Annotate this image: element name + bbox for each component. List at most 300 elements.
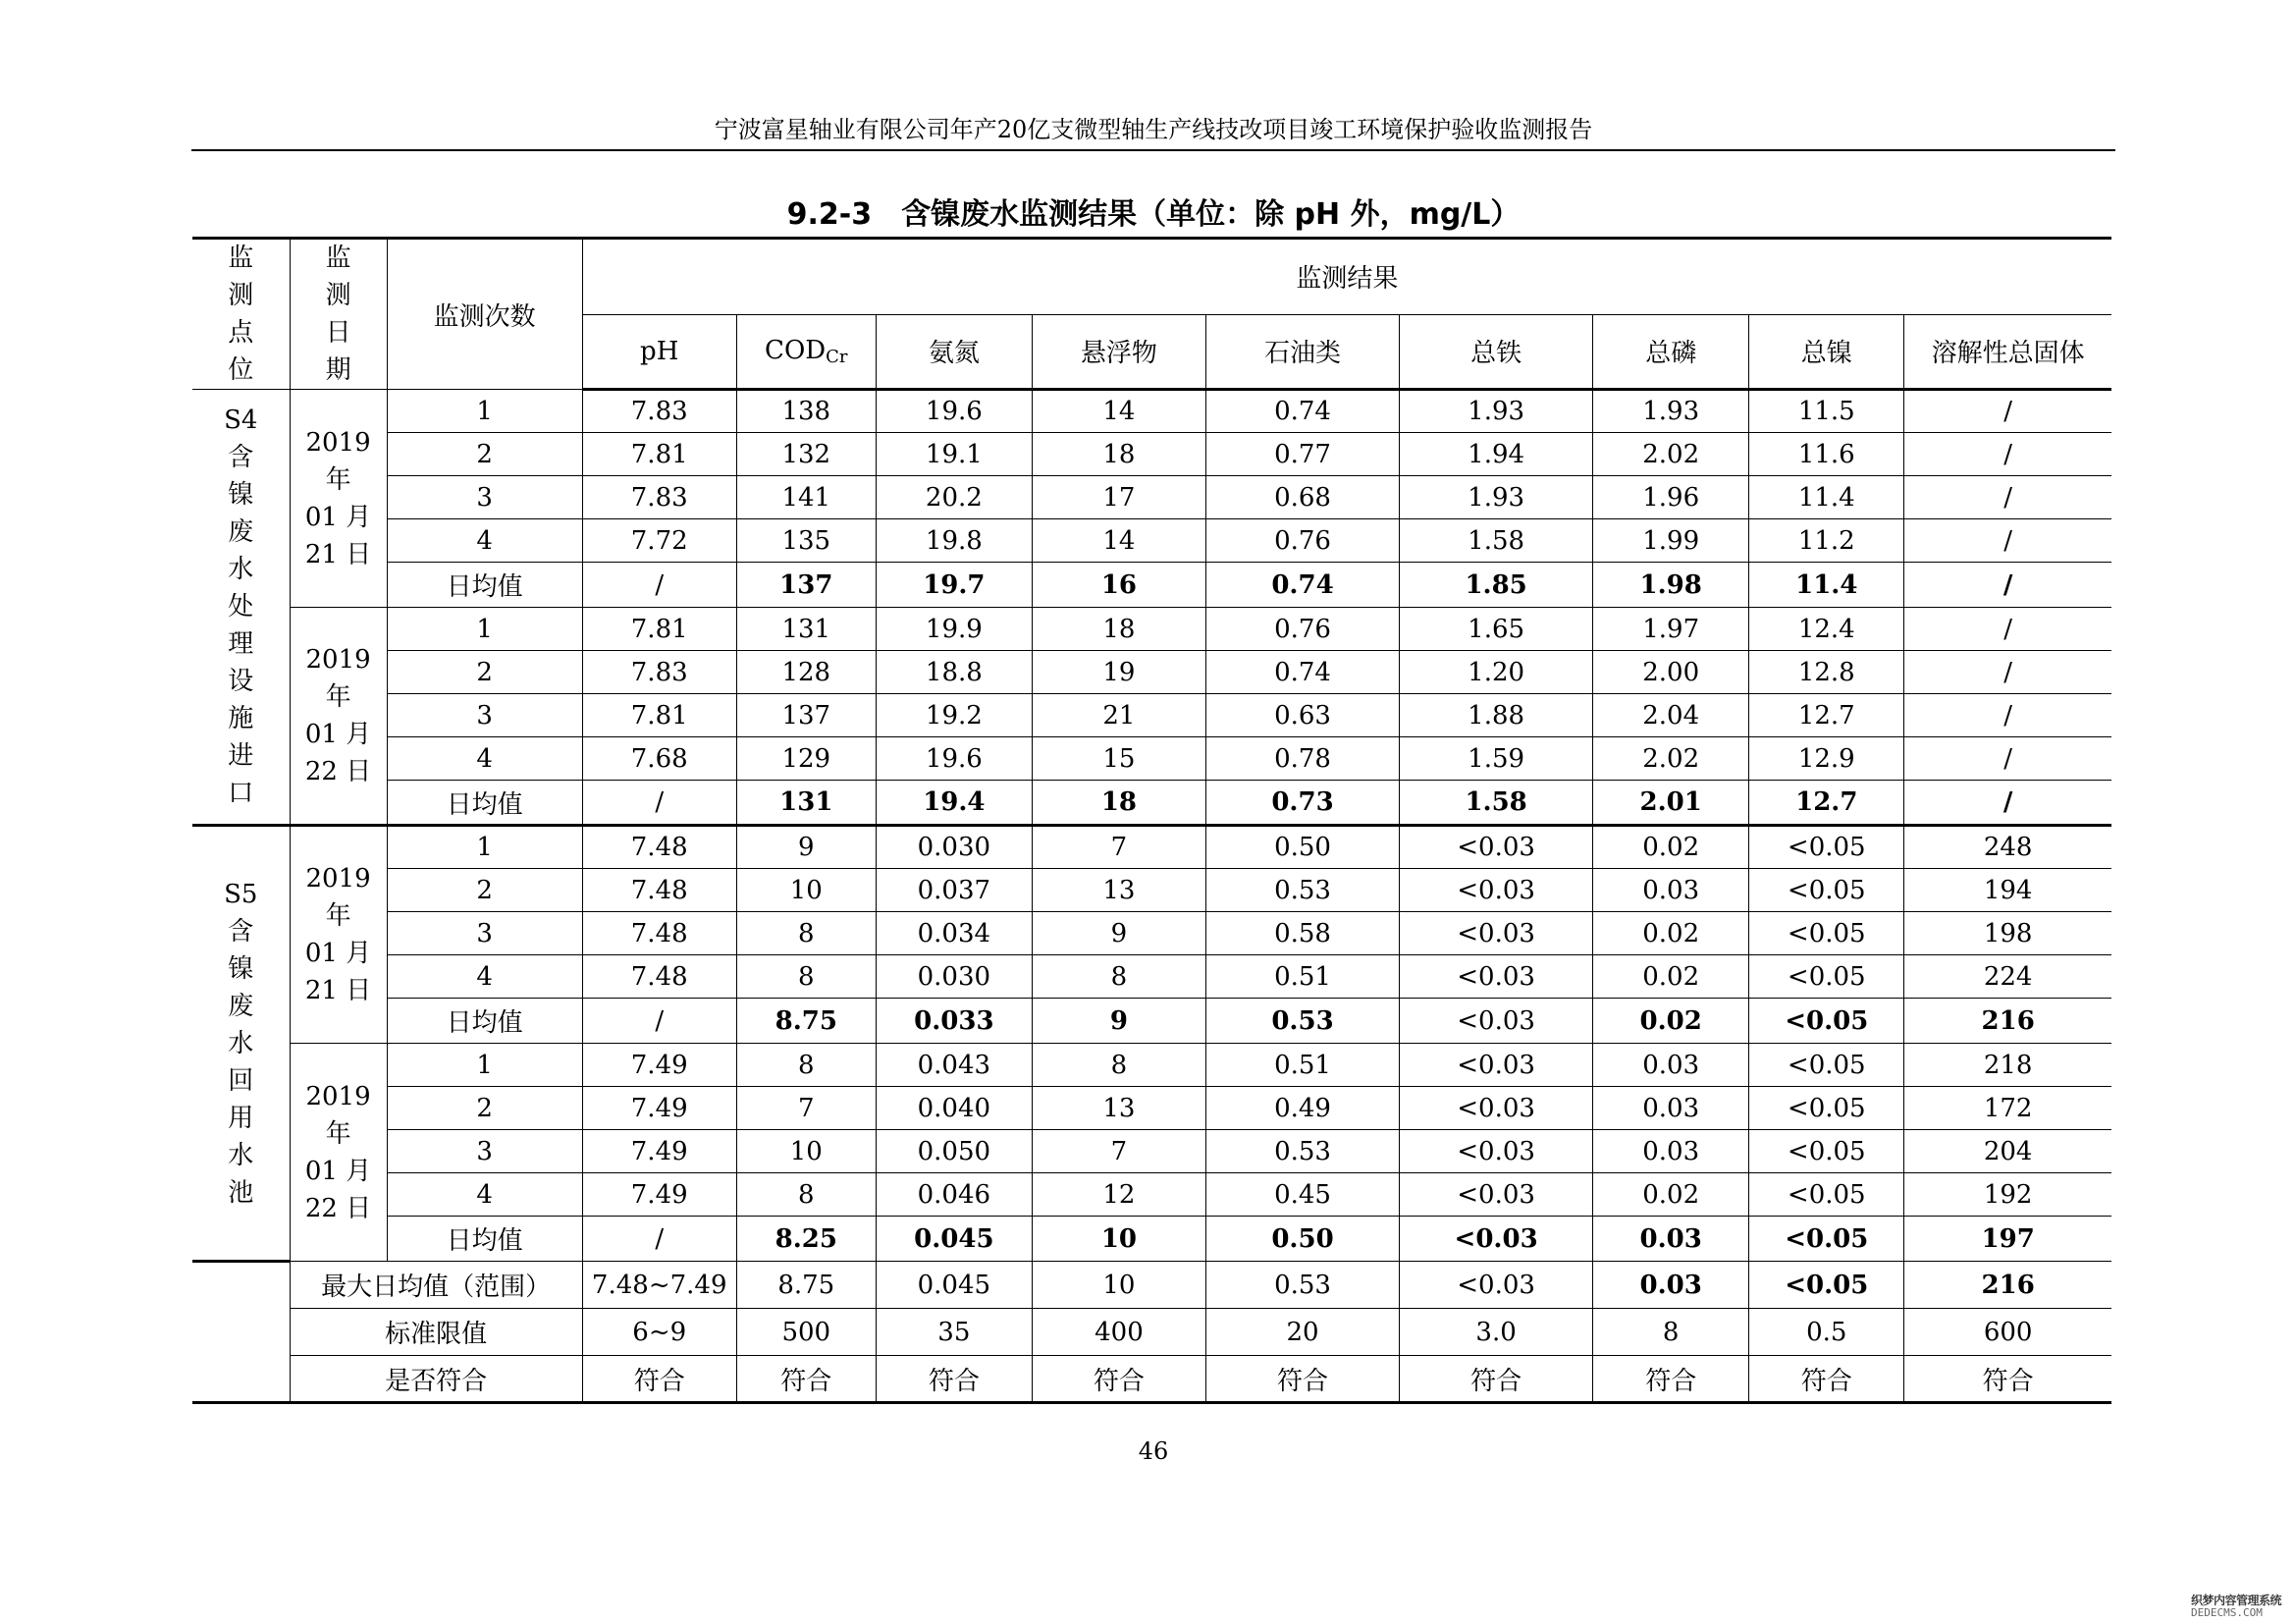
average-value: 1.85 [1400, 563, 1593, 608]
average-value: / [582, 999, 736, 1044]
header-row [192, 239, 2111, 315]
value-cell: <0.05 [1749, 826, 1904, 869]
document-header: 宁波富星轴业有限公司年产20亿支微型轴生产线技改项目竣工环境保护验收监测报告 [714, 116, 1593, 143]
value-cell: 13 [1032, 869, 1205, 912]
sample-number: 4 [387, 1173, 582, 1217]
header-column: pH [582, 314, 736, 389]
value-cell: 7.81 [582, 608, 736, 651]
header-location: 监测点位 [192, 239, 290, 390]
sample-number: 4 [387, 955, 582, 999]
value-cell: 18.8 [876, 651, 1032, 694]
value-cell: 7.49 [582, 1130, 736, 1173]
summary-value: 符合 [582, 1356, 736, 1403]
value-cell: <0.03 [1400, 1044, 1593, 1087]
value-cell: 12.9 [1749, 737, 1904, 781]
value-cell: 7.48 [582, 826, 736, 869]
data-row [192, 476, 2111, 519]
data-row [192, 651, 2111, 694]
monitoring-results-table [192, 237, 2111, 1404]
value-cell: 12.8 [1749, 651, 1904, 694]
value-cell: 0.68 [1205, 476, 1399, 519]
value-cell: 8 [1032, 955, 1205, 999]
date-year-unit: 年 [325, 901, 351, 931]
value-cell: <0.03 [1400, 912, 1593, 955]
value-cell: 248 [1904, 826, 2111, 869]
value-cell: 0.74 [1205, 651, 1399, 694]
value-cell: 0.53 [1205, 1130, 1399, 1173]
value-cell: 0.51 [1205, 1044, 1399, 1087]
value-cell: / [1904, 608, 2111, 651]
value-cell: / [1904, 433, 2111, 476]
value-cell: 1.93 [1400, 390, 1593, 433]
value-cell: <0.03 [1400, 1087, 1593, 1130]
data-row [192, 390, 2111, 433]
value-cell: 0.74 [1205, 390, 1399, 433]
page-number: 46 [1138, 1437, 1169, 1465]
date-day: 21 日 [304, 976, 372, 1005]
value-cell: 7.81 [582, 433, 736, 476]
header-column: 溶解性总固体 [1904, 314, 2111, 389]
date-year-unit: 年 [325, 464, 351, 495]
site-label: S5含镍废水回用水池 [192, 826, 290, 1262]
value-cell: 11.6 [1749, 433, 1904, 476]
summary-value: 216 [1904, 1262, 2111, 1309]
sample-number: 4 [387, 519, 582, 563]
value-cell: 0.03 [1593, 1130, 1749, 1173]
date-year-unit: 年 [325, 1118, 351, 1149]
average-value: 8.75 [736, 999, 876, 1044]
value-cell: 224 [1904, 955, 2111, 999]
sample-number: 1 [387, 1044, 582, 1087]
summary-value: 符合 [736, 1356, 876, 1403]
summary-blank [192, 1262, 290, 1403]
summary-row [192, 1262, 2111, 1309]
value-cell: 19.2 [876, 694, 1032, 737]
data-row [192, 608, 2111, 651]
date-cell [290, 390, 387, 608]
value-cell: 194 [1904, 869, 2111, 912]
summary-value: 符合 [1400, 1356, 1593, 1403]
table-body [192, 239, 2111, 1403]
watermark-line1: 织梦内容管理系统 [2191, 1594, 2282, 1607]
sample-number: 1 [387, 390, 582, 433]
value-cell: 1.58 [1400, 519, 1593, 563]
value-cell: 0.034 [876, 912, 1032, 955]
watermark-line2: DEDECMS.COM [2191, 1606, 2263, 1619]
value-cell: 9 [1032, 912, 1205, 955]
value-cell: 7.83 [582, 390, 736, 433]
summary-value: 符合 [1205, 1356, 1399, 1403]
date-cell [290, 826, 387, 1044]
daily-average-label: 日均值 [387, 999, 582, 1044]
value-cell: <0.03 [1400, 1173, 1593, 1217]
sample-number: 2 [387, 1087, 582, 1130]
average-value: <0.05 [1749, 999, 1904, 1044]
header-date: 监测日期 [290, 239, 387, 390]
average-value: 0.73 [1205, 781, 1399, 826]
value-cell: 2.02 [1593, 433, 1749, 476]
value-cell: 19.1 [876, 433, 1032, 476]
value-cell: 1.93 [1593, 390, 1749, 433]
data-row [192, 869, 2111, 912]
sample-number: 2 [387, 433, 582, 476]
sample-number: 3 [387, 912, 582, 955]
date-month: 01 月 [304, 939, 372, 968]
value-cell: 0.77 [1205, 433, 1399, 476]
value-cell: 8 [1032, 1044, 1205, 1087]
summary-value: 0.045 [876, 1262, 1032, 1309]
value-cell: 7.81 [582, 694, 736, 737]
value-cell: 8 [736, 912, 876, 955]
value-cell: 7.72 [582, 519, 736, 563]
value-cell: <0.05 [1749, 912, 1904, 955]
value-cell: 0.02 [1593, 826, 1749, 869]
value-cell: 13 [1032, 1087, 1205, 1130]
table-title: 9.2-3 含镍废水监测结果（单位：除 pH 外，mg/L） [786, 197, 1521, 232]
value-cell: 7.83 [582, 476, 736, 519]
summary-row [192, 1309, 2111, 1356]
header-column: 总铁 [1400, 314, 1593, 389]
value-cell: 0.02 [1593, 1173, 1749, 1217]
site-label: S4含镍废水处理设施进口 [192, 390, 290, 826]
summary-row [192, 1356, 2111, 1403]
data-row [192, 519, 2111, 563]
date-cell [290, 1044, 387, 1262]
value-cell: 14 [1032, 390, 1205, 433]
summary-value: 600 [1904, 1309, 2111, 1356]
value-cell: 218 [1904, 1044, 2111, 1087]
summary-value: 符合 [876, 1356, 1032, 1403]
average-value: 19.7 [876, 563, 1032, 608]
daily-average-row [192, 781, 2111, 826]
average-value: 131 [736, 781, 876, 826]
value-cell: 0.046 [876, 1173, 1032, 1217]
average-value: <0.05 [1749, 1217, 1904, 1262]
date-day: 21 日 [304, 539, 372, 569]
value-cell: 7.48 [582, 912, 736, 955]
value-cell: 12.4 [1749, 608, 1904, 651]
value-cell: 0.45 [1205, 1173, 1399, 1217]
summary-value: 0.03 [1593, 1262, 1749, 1309]
value-cell: 2.00 [1593, 651, 1749, 694]
value-cell: 128 [736, 651, 876, 694]
date-day: 22 日 [304, 757, 372, 786]
summary-value: 8.75 [736, 1262, 876, 1309]
value-cell: 10 [736, 869, 876, 912]
daily-average-row [192, 999, 2111, 1044]
header-column: 石油类 [1205, 314, 1399, 389]
summary-value: <0.05 [1749, 1262, 1904, 1309]
value-cell: 0.76 [1205, 519, 1399, 563]
summary-value: 符合 [1593, 1356, 1749, 1403]
summary-label: 标准限值 [290, 1309, 582, 1356]
average-value: / [582, 563, 736, 608]
average-value: 19.4 [876, 781, 1032, 826]
value-cell: / [1904, 651, 2111, 694]
value-cell: 15 [1032, 737, 1205, 781]
value-cell: <0.05 [1749, 955, 1904, 999]
value-cell: / [1904, 476, 2111, 519]
value-cell: 0.78 [1205, 737, 1399, 781]
data-row [192, 737, 2111, 781]
value-cell: 1.88 [1400, 694, 1593, 737]
value-cell: 19.6 [876, 737, 1032, 781]
value-cell: 0.02 [1593, 955, 1749, 999]
value-cell: 0.03 [1593, 1087, 1749, 1130]
sample-number: 2 [387, 651, 582, 694]
average-value: 0.74 [1205, 563, 1399, 608]
value-cell: 1.59 [1400, 737, 1593, 781]
value-cell: <0.05 [1749, 1173, 1904, 1217]
average-value: <0.03 [1400, 999, 1593, 1044]
data-row [192, 694, 2111, 737]
value-cell: 0.49 [1205, 1087, 1399, 1130]
value-cell: 19 [1032, 651, 1205, 694]
data-row [192, 1173, 2111, 1217]
value-cell: 2.04 [1593, 694, 1749, 737]
value-cell: 0.76 [1205, 608, 1399, 651]
date-year: 2019 [305, 864, 371, 893]
average-value: 0.03 [1593, 1217, 1749, 1262]
average-value: / [1904, 781, 2111, 826]
value-cell: 1.93 [1400, 476, 1593, 519]
summary-value: 符合 [1749, 1356, 1904, 1403]
average-value: 0.045 [876, 1217, 1032, 1262]
summary-value: 3.0 [1400, 1309, 1593, 1356]
value-cell: 1.96 [1593, 476, 1749, 519]
average-value: 16 [1032, 563, 1205, 608]
date-month: 01 月 [304, 720, 372, 749]
value-cell: <0.05 [1749, 1044, 1904, 1087]
value-cell: 0.037 [876, 869, 1032, 912]
summary-value: 500 [736, 1309, 876, 1356]
value-cell: 0.040 [876, 1087, 1032, 1130]
value-cell: 18 [1032, 608, 1205, 651]
summary-value: 20 [1205, 1309, 1399, 1356]
value-cell: 8 [736, 955, 876, 999]
date-month: 01 月 [304, 502, 372, 532]
value-cell: 7 [1032, 826, 1205, 869]
value-cell: 11.2 [1749, 519, 1904, 563]
value-cell: 11.4 [1749, 476, 1904, 519]
summary-value: 0.5 [1749, 1309, 1904, 1356]
summary-label: 最大日均值（范围） [290, 1262, 582, 1309]
header-count: 监测次数 [387, 239, 582, 390]
value-cell: 8 [736, 1044, 876, 1087]
value-cell: 9 [736, 826, 876, 869]
average-value: 1.58 [1400, 781, 1593, 826]
date-year-unit: 年 [325, 682, 351, 712]
summary-value: <0.03 [1400, 1262, 1593, 1309]
header-column-cod [736, 314, 876, 389]
average-value: 0.50 [1205, 1217, 1399, 1262]
value-cell: <0.05 [1749, 1087, 1904, 1130]
data-row [192, 955, 2111, 999]
average-value: <0.03 [1400, 1217, 1593, 1262]
value-cell: 0.050 [876, 1130, 1032, 1173]
value-cell: 1.99 [1593, 519, 1749, 563]
value-cell: 0.63 [1205, 694, 1399, 737]
value-cell: 0.03 [1593, 869, 1749, 912]
cod-main: COD [765, 335, 827, 365]
value-cell: 141 [736, 476, 876, 519]
value-cell: 21 [1032, 694, 1205, 737]
value-cell: / [1904, 694, 2111, 737]
value-cell: 1.97 [1593, 608, 1749, 651]
value-cell: 12.7 [1749, 694, 1904, 737]
value-cell: 14 [1032, 519, 1205, 563]
value-cell: 0.53 [1205, 869, 1399, 912]
average-value: / [582, 1217, 736, 1262]
summary-value: 400 [1032, 1309, 1205, 1356]
sample-number: 1 [387, 608, 582, 651]
value-cell: 7.48 [582, 955, 736, 999]
value-cell: 19.6 [876, 390, 1032, 433]
sample-number: 4 [387, 737, 582, 781]
value-cell: 172 [1904, 1087, 2111, 1130]
value-cell: 132 [736, 433, 876, 476]
value-cell: 0.030 [876, 826, 1032, 869]
value-cell: 20.2 [876, 476, 1032, 519]
sample-number: 3 [387, 694, 582, 737]
average-value: 18 [1032, 781, 1205, 826]
value-cell: 17 [1032, 476, 1205, 519]
summary-value: 0.53 [1205, 1262, 1399, 1309]
date-month: 01 月 [304, 1156, 372, 1186]
value-cell: 19.8 [876, 519, 1032, 563]
value-cell: 7.48 [582, 869, 736, 912]
value-cell: 0.02 [1593, 912, 1749, 955]
summary-value: 7.48~7.49 [582, 1262, 736, 1309]
sample-number: 2 [387, 869, 582, 912]
summary-value: 符合 [1904, 1356, 2111, 1403]
date-year: 2019 [305, 645, 371, 675]
data-row [192, 1130, 2111, 1173]
value-cell: 135 [736, 519, 876, 563]
header-column: 氨氮 [876, 314, 1032, 389]
header-rule [191, 149, 2115, 151]
daily-average-label: 日均值 [387, 781, 582, 826]
date-year: 2019 [305, 1081, 371, 1111]
summary-value: 8 [1593, 1309, 1749, 1356]
summary-value: 6~9 [582, 1309, 736, 1356]
header-column: 总磷 [1593, 314, 1749, 389]
daily-average-label: 日均值 [387, 563, 582, 608]
summary-value: 35 [876, 1309, 1032, 1356]
date-day: 22 日 [304, 1193, 372, 1223]
value-cell: 7.49 [582, 1087, 736, 1130]
value-cell: 7.83 [582, 651, 736, 694]
value-cell: 7 [736, 1087, 876, 1130]
header-column: 悬浮物 [1032, 314, 1205, 389]
value-cell: 7.49 [582, 1044, 736, 1087]
value-cell: 12 [1032, 1173, 1205, 1217]
average-value: 12.7 [1749, 781, 1904, 826]
value-cell: 2.02 [1593, 737, 1749, 781]
value-cell: <0.03 [1400, 1130, 1593, 1173]
average-value: 1.98 [1593, 563, 1749, 608]
header-results: 监测结果 [582, 239, 2111, 315]
daily-average-row [192, 563, 2111, 608]
summary-label: 是否符合 [290, 1356, 582, 1403]
value-cell: 0.51 [1205, 955, 1399, 999]
sample-number: 3 [387, 476, 582, 519]
date-year: 2019 [305, 427, 371, 458]
value-cell: 7.49 [582, 1173, 736, 1217]
value-cell: 8 [736, 1173, 876, 1217]
value-cell: 192 [1904, 1173, 2111, 1217]
daily-average-row [192, 1217, 2111, 1262]
summary-value: 10 [1032, 1262, 1205, 1309]
value-cell: <0.05 [1749, 869, 1904, 912]
value-cell: <0.03 [1400, 955, 1593, 999]
value-cell: / [1904, 390, 2111, 433]
watermark-logo [2191, 1595, 2285, 1620]
value-cell: 198 [1904, 912, 2111, 955]
value-cell: 1.65 [1400, 608, 1593, 651]
average-value: 137 [736, 563, 876, 608]
value-cell: 18 [1032, 433, 1205, 476]
value-cell: 0.030 [876, 955, 1032, 999]
value-cell: 0.03 [1593, 1044, 1749, 1087]
daily-average-label: 日均值 [387, 1217, 582, 1262]
value-cell: 204 [1904, 1130, 2111, 1173]
value-cell: / [1904, 519, 2111, 563]
value-cell: / [1904, 737, 2111, 781]
average-value: 9 [1032, 999, 1205, 1044]
average-value: 216 [1904, 999, 2111, 1044]
average-value: 197 [1904, 1217, 2111, 1262]
value-cell: <0.05 [1749, 1130, 1904, 1173]
value-cell: 138 [736, 390, 876, 433]
average-value: 0.02 [1593, 999, 1749, 1044]
value-cell: 11.5 [1749, 390, 1904, 433]
date-cell [290, 608, 387, 826]
data-row [192, 1087, 2111, 1130]
value-cell: 7 [1032, 1130, 1205, 1173]
value-cell: 129 [736, 737, 876, 781]
value-cell: 137 [736, 694, 876, 737]
average-value: 0.53 [1205, 999, 1399, 1044]
value-cell: 131 [736, 608, 876, 651]
average-value: / [582, 781, 736, 826]
value-cell: 7.68 [582, 737, 736, 781]
value-cell: <0.03 [1400, 826, 1593, 869]
header-column: 总镍 [1749, 314, 1904, 389]
cod-subscript: Cr [826, 346, 848, 367]
value-cell: 0.043 [876, 1044, 1032, 1087]
data-row [192, 912, 2111, 955]
data-row [192, 1044, 2111, 1087]
value-cell: 0.50 [1205, 826, 1399, 869]
value-cell: 0.58 [1205, 912, 1399, 955]
value-cell: 1.94 [1400, 433, 1593, 476]
average-value: 2.01 [1593, 781, 1749, 826]
average-value: / [1904, 563, 2111, 608]
value-cell: 10 [736, 1130, 876, 1173]
value-cell: <0.03 [1400, 869, 1593, 912]
data-row [192, 826, 2111, 869]
average-value: 0.033 [876, 999, 1032, 1044]
sample-number: 3 [387, 1130, 582, 1173]
average-value: 8.25 [736, 1217, 876, 1262]
average-value: 10 [1032, 1217, 1205, 1262]
summary-value: 符合 [1032, 1356, 1205, 1403]
sample-number: 1 [387, 826, 582, 869]
average-value: 11.4 [1749, 563, 1904, 608]
value-cell: 1.20 [1400, 651, 1593, 694]
data-row [192, 433, 2111, 476]
